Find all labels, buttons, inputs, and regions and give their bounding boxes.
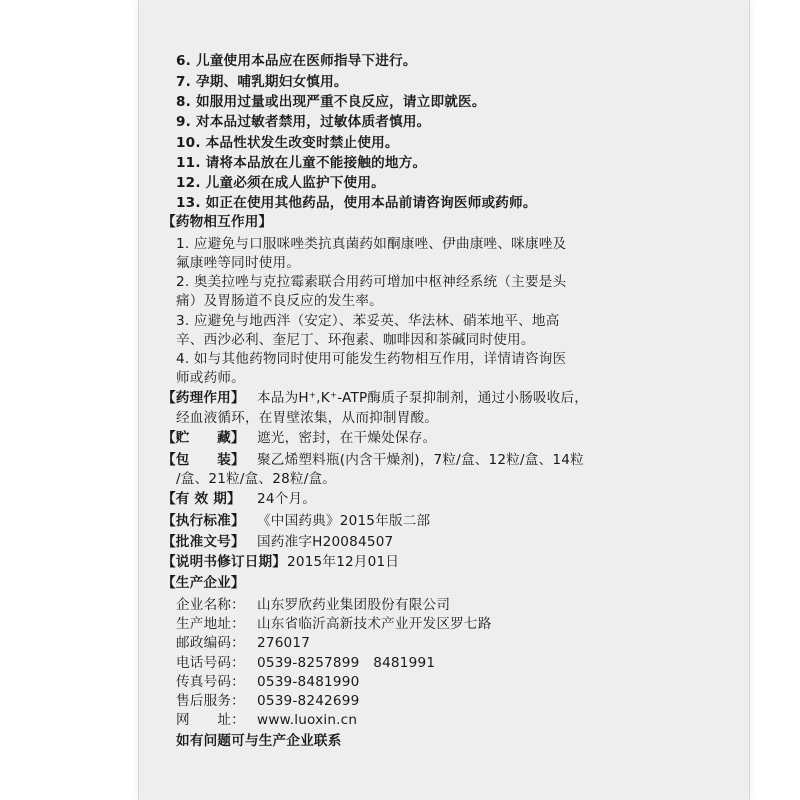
interactions-line: 1. 应避免与口服咪唑类抗真菌药如酮康唑、伊曲康唑、咪康唑及 bbox=[176, 236, 567, 252]
validity-heading: 【有 效 期】 bbox=[162, 491, 241, 507]
storage-text: 遮光，密封，在干燥处保存。 bbox=[257, 430, 437, 446]
manufacturer-label: 电话号码： bbox=[176, 655, 245, 671]
pharmacology-text: 经血液循环，在胃壁浓集，从而抑制胃酸。 bbox=[176, 410, 439, 426]
interactions-line: 3. 应避免与地西泮（安定）、苯妥英、华法林、硝苯地平、地高 bbox=[176, 313, 560, 329]
package-text: /盒、21粒/盒、28粒/盒。 bbox=[176, 471, 337, 487]
caution-item: 9. 对本品过敏者禁用，过敏体质者慎用。 bbox=[176, 114, 431, 130]
storage-heading: 【贮 藏】 bbox=[162, 430, 245, 446]
interactions-line: 痛）及胃肠道不良反应的发生率。 bbox=[176, 293, 383, 309]
interactions-line: 辛、西沙必利、奎尼丁、环孢素、咖啡因和茶碱同时使用。 bbox=[176, 332, 535, 348]
caution-item: 13. 如正在使用其他药品，使用本品前请咨询医师或药师。 bbox=[176, 195, 537, 211]
interactions-line: 4. 如与其他药物同时使用可能发生药物相互作用，详情请咨询医 bbox=[176, 351, 567, 367]
caution-item: 8. 如服用过量或出现严重不良反应，请立即就医。 bbox=[176, 94, 486, 110]
caution-item: 7. 孕期、哺乳期妇女慎用。 bbox=[176, 74, 348, 90]
caution-item: 10. 本品性状发生改变时禁止使用。 bbox=[176, 135, 399, 151]
caution-item: 11. 请将本品放在儿童不能接触的地方。 bbox=[176, 155, 427, 171]
standard-text: 《中国药典》2015年版二部 bbox=[257, 513, 431, 529]
manufacturer-label: 生产地址： bbox=[176, 616, 245, 632]
pharmacology-heading: 【药理作用】 bbox=[162, 390, 245, 406]
manufacturer-value: 276017 bbox=[257, 635, 311, 651]
pharmacology-text: 本品为H⁺,K⁺-ATP酶质子泵抑制剂，通过小肠吸收后， bbox=[257, 390, 589, 406]
manufacturer-label: 网 址： bbox=[176, 712, 245, 728]
manufacturer-value: 山东省临沂高新技术产业开发区罗七路 bbox=[257, 616, 492, 632]
manufacturer-value: 0539-8242699 bbox=[257, 693, 360, 709]
manufacturer-label: 企业名称： bbox=[176, 597, 245, 613]
caution-item: 12. 儿童必须在成人监护下使用。 bbox=[176, 175, 385, 191]
website-link[interactable]: www.luoxin.cn bbox=[257, 712, 358, 728]
validity-text: 24个月。 bbox=[257, 491, 317, 507]
revision-heading: 【说明书修订日期】 bbox=[162, 554, 287, 570]
standard-heading: 【执行标准】 bbox=[162, 513, 245, 529]
interactions-heading: 【药物相互作用】 bbox=[162, 214, 273, 230]
interactions-line: 氟康唑等同时使用。 bbox=[176, 255, 301, 271]
revision-text: 2015年12月01日 bbox=[287, 554, 400, 570]
caution-item: 6. 儿童使用本品应在医师指导下进行。 bbox=[176, 53, 417, 69]
package-text: 聚乙烯塑料瓶(内含干燥剂)，7粒/盒、12粒/盒、14粒 bbox=[257, 452, 584, 468]
approval-text: 国药准字H20084507 bbox=[257, 534, 394, 550]
approval-heading: 【批准文号】 bbox=[162, 534, 245, 550]
interactions-line: 2. 奥美拉唑与克拉霉素联合用药可增加中枢神经系统（主要是头 bbox=[176, 274, 567, 290]
manufacturer-value: 山东罗欣药业集团股份有限公司 bbox=[257, 597, 451, 613]
manufacturer-value: 0539-8257899 8481991 bbox=[257, 655, 436, 671]
manufacturer-label: 邮政编码： bbox=[176, 635, 245, 651]
package-heading: 【包 装】 bbox=[162, 452, 245, 468]
manufacturer-label: 传真号码： bbox=[176, 674, 245, 690]
interactions-line: 师或药师。 bbox=[176, 370, 245, 386]
manufacturer-label: 售后服务： bbox=[176, 693, 245, 709]
manufacturer-heading: 【生产企业】 bbox=[162, 575, 245, 591]
manufacturer-value: 0539-8481990 bbox=[257, 674, 360, 690]
footer-note: 如有问题可与生产企业联系 bbox=[176, 733, 342, 749]
